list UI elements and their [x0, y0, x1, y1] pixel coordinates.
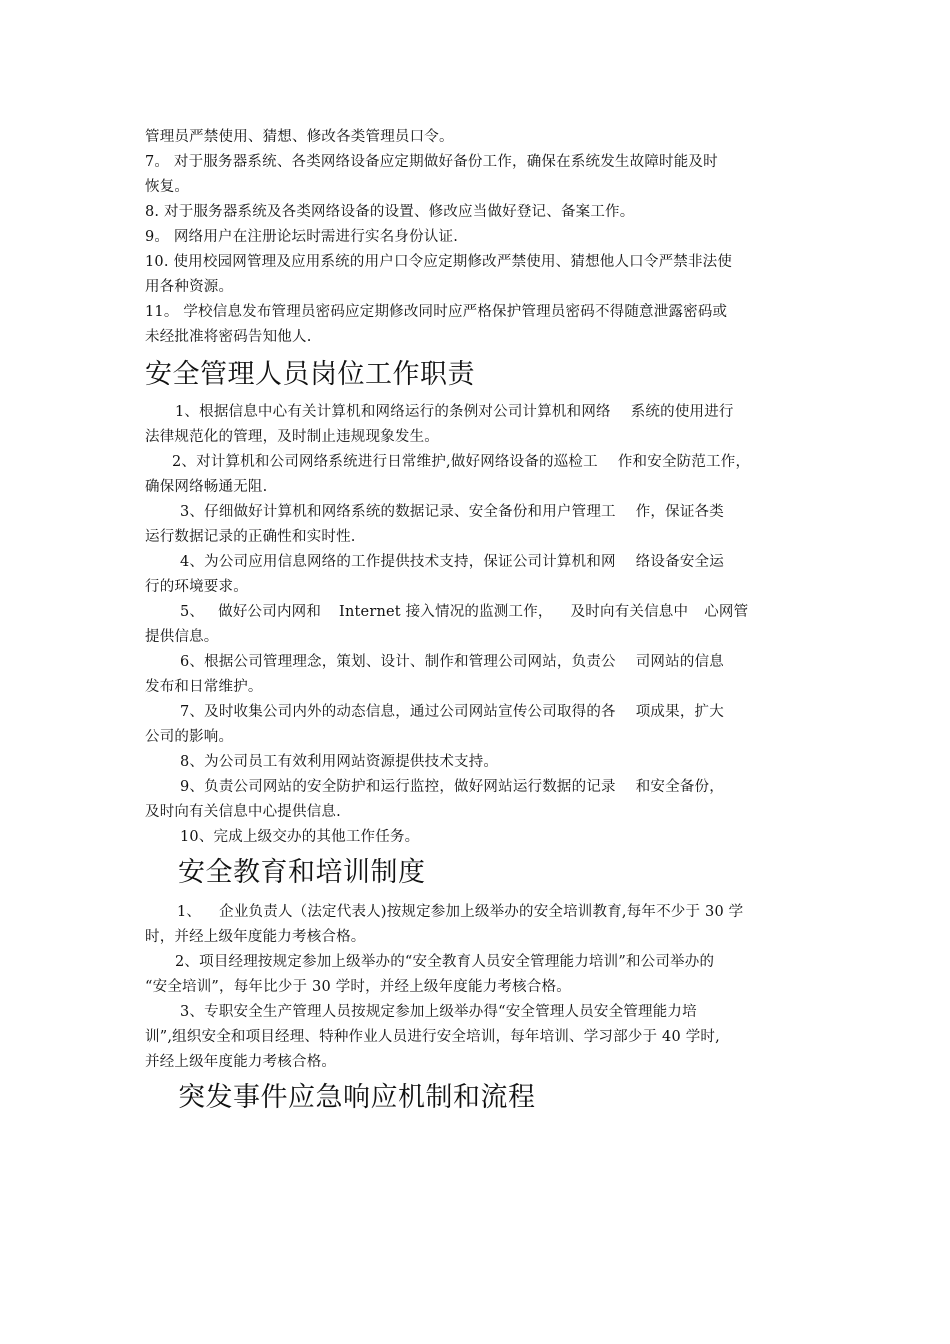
- duty-2-line-1: [172, 452, 750, 472]
- duty-3-line-2: 运行数据记录的正确性和实时性.: [145, 529, 356, 545]
- duty-5-text-b: Internet 接入情况的监测工作，: [339, 604, 553, 620]
- item-8: 8. 对于服务器系统及各类网络设备的设置、修改应当做好登记、备案工作。: [145, 204, 635, 220]
- training-3-line-1: 3、专职安全生产管理人员按规定参加上级举办得“安全管理人员安全管理能力培: [180, 1004, 697, 1020]
- duty-9-text-a: 9、负责公司网站的安全防护和运行监控，做好网站运行数据的记录: [180, 779, 616, 795]
- duty-5-line-2: 提供信息。: [145, 629, 219, 645]
- duty-1-text-b: 系统的使用进行: [630, 404, 734, 420]
- item-9: 9。 网络用户在注册论坛时需进行实名身份认证.: [145, 229, 459, 245]
- duty-3-text-a: 3、仔细做好计算机和网络系统的数据记录、安全备份和用户管理工: [180, 504, 616, 520]
- duty-1-text-a: 1、根据信息中心有关计算机和网络运行的条例对公司计算机和网络: [175, 404, 611, 420]
- duty-2-text-b: 作和安全防范工作，: [617, 454, 751, 470]
- training-1-num: 1、: [177, 904, 202, 920]
- duty-3-line-1: [180, 502, 724, 522]
- duty-7-line-2: 公司的影响。: [145, 729, 234, 745]
- duty-2-line-2: 确保网络畅通无阻.: [145, 479, 268, 495]
- duty-5-line-1: [180, 602, 748, 622]
- item-7-line-2: 恢复。: [145, 179, 190, 195]
- duty-1-line-2: 法律规范化的管理，及时制止违规现象发生。: [145, 429, 439, 445]
- training-3-line-3: 并经上级年度能力考核合格。: [145, 1054, 337, 1070]
- duty-4-text-a: 4、为公司应用信息网络的工作提供技术支持，保证公司计算机和网: [180, 554, 616, 570]
- duty-5-text-d: 心网管: [704, 604, 749, 620]
- duty-7-line-1: [180, 702, 724, 722]
- training-1-line-2: 时，并经上级年度能力考核合格。: [145, 929, 366, 945]
- duty-4-line-1: [180, 552, 724, 572]
- duty-5-num: 5、: [180, 604, 205, 620]
- duty-8: 8、为公司员工有效利用网站资源提供技术支持。: [180, 754, 499, 770]
- duty-6-line-1: [180, 652, 724, 672]
- duty-2-text-a: 2、对计算机和公司网络系统进行日常维护,做好网络设备的巡检工: [172, 454, 598, 470]
- training-1-line-1: [177, 902, 743, 922]
- duty-4-line-2: 行的环境要求。: [145, 579, 248, 595]
- duty-6-text-a: 6、根据公司管理理念，策划、设计、制作和管理公司网站，负责公: [180, 654, 616, 670]
- duty-6-line-2: 发布和日常维护。: [145, 679, 263, 695]
- training-1-text: 企业负责人（法定代表人)按规定参加上级举办的安全培训教育,每年不少于 30 学: [219, 904, 744, 920]
- item-7-line-1: 7。 对于服务器系统、各类网络设备应定期做好备份工作，确保在系统发生故障时能及时: [145, 154, 718, 170]
- intro-line-1: 管理员严禁使用、猜想、修改各类管理员口令。: [145, 129, 454, 145]
- duty-9-line-2: 及时向有关信息中心提供信息.: [145, 804, 341, 820]
- duty-6-text-b: 司网站的信息: [635, 654, 724, 670]
- duty-7-text-b: 项成果，扩大: [635, 704, 724, 720]
- section-heading-emergency: 突发事件应急响应机制和流程: [178, 1082, 536, 1113]
- duty-3-text-b: 作，保证各类: [635, 504, 724, 520]
- section-heading-duties: 安全管理人员岗位工作职责: [145, 359, 475, 390]
- duty-5-text-c: 及时向有关信息中: [570, 604, 689, 620]
- item-11-line-1: 11。 学校信息发布管理员密码应定期修改同时应严格保护管理员密码不得随意泄露密码或: [145, 304, 728, 320]
- duty-9-line-1: [180, 777, 724, 797]
- item-11-line-2: 未经批准将密码告知他人.: [145, 329, 312, 345]
- duty-9-text-b: 和安全备份，: [635, 779, 724, 795]
- item-10-line-1: 10. 使用校园网管理及应用系统的用户口令应定期修改严禁使用、猜想他人口令严禁非法使: [145, 254, 733, 270]
- training-2-line-1: 2、项目经理按规定参加上级举办的“安全教育人员安全管理能力培训”和公司举办的: [175, 954, 715, 970]
- duty-10: 10、完成上级交办的其他工作任务。: [180, 829, 420, 845]
- duty-4-text-b: 络设备安全运: [635, 554, 724, 570]
- item-10-line-2: 用各种资源。: [145, 279, 234, 295]
- duty-5-text-a: 做好公司内网和: [218, 604, 322, 620]
- training-2-line-2: “安全培训”，每年比少于 30 学时，并经上级年度能力考核合格。: [145, 979, 571, 995]
- duty-7-text-a: 7、及时收集公司内外的动态信息，通过公司网站宣传公司取得的各: [180, 704, 616, 720]
- section-heading-training: 安全教育和培训制度: [178, 857, 426, 888]
- training-3-line-2: 训”,组织安全和项目经理、特种作业人员进行安全培训，每年培训、学习部少于 40 学时,: [145, 1029, 720, 1045]
- duty-1-line-1: [175, 402, 734, 422]
